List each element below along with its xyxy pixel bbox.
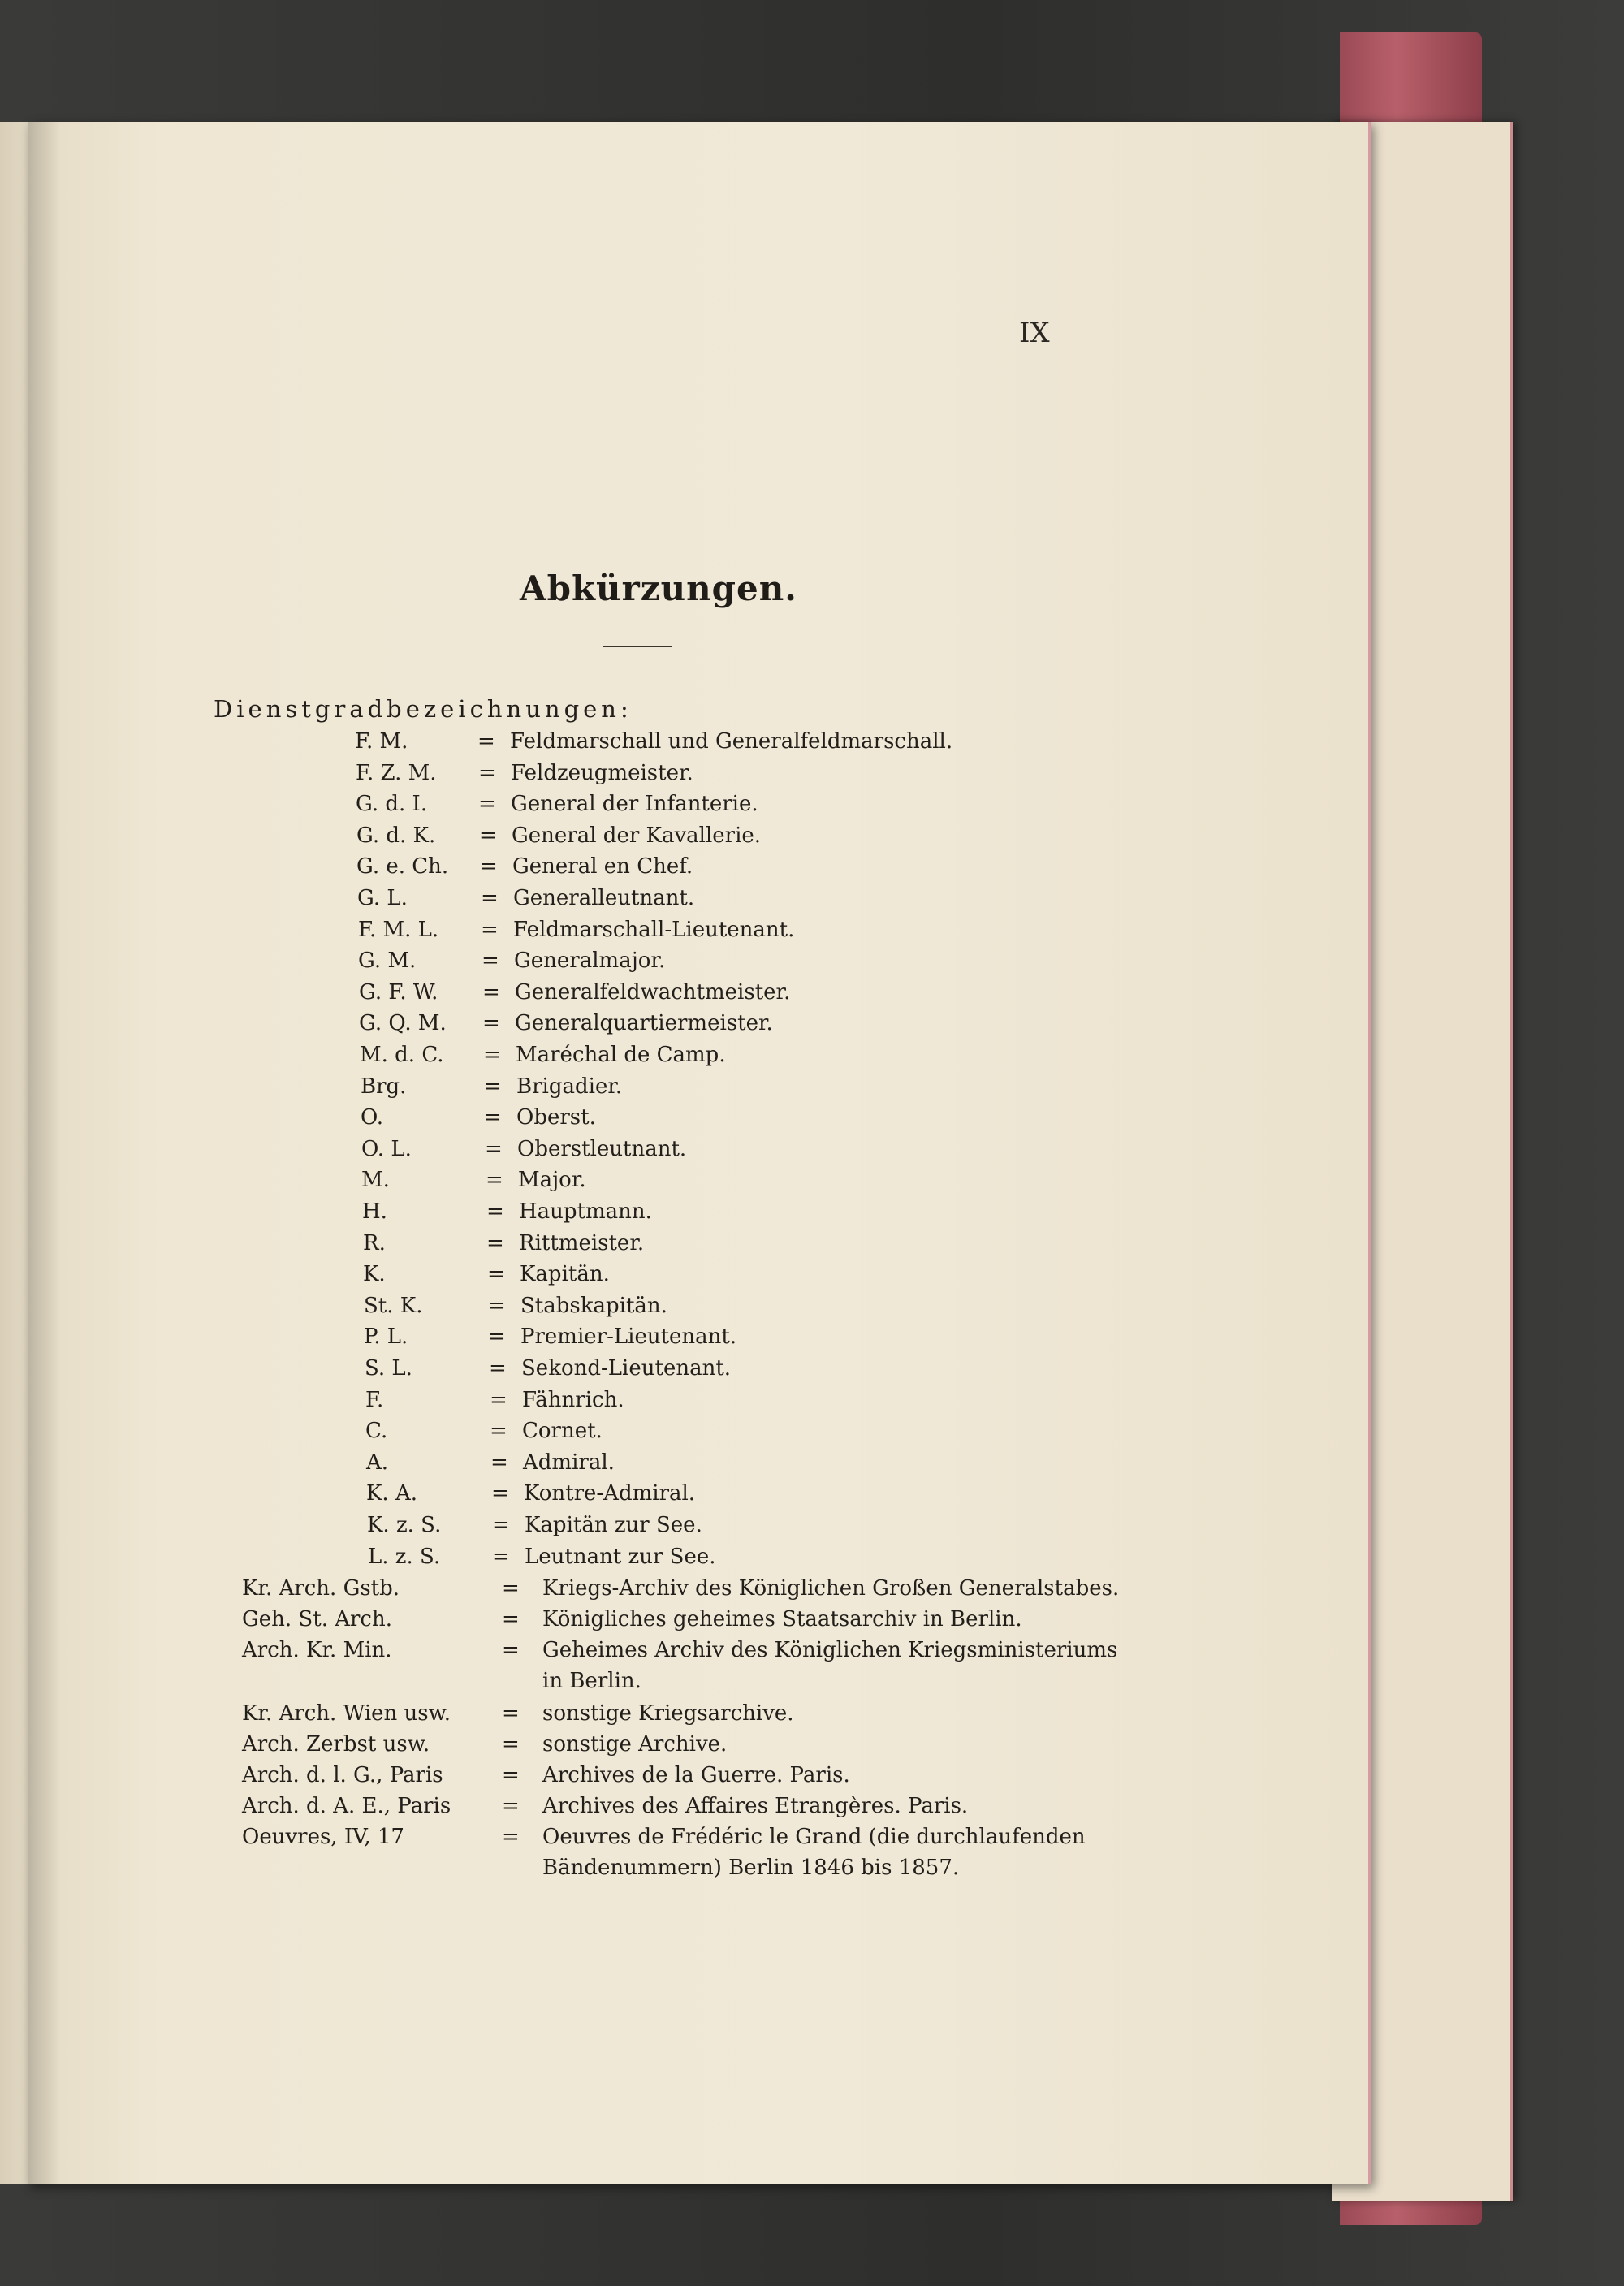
rank-meaning: Stabskapitän. <box>520 1293 667 1318</box>
rank-meaning: General en Chef. <box>512 854 693 879</box>
rank-abbreviation: H. <box>362 1199 387 1224</box>
equals-sign: = <box>478 792 496 817</box>
rank-meaning: Maréchal de Camp. <box>516 1043 726 1067</box>
rank-abbreviation: M. d. C. <box>360 1043 444 1067</box>
rank-meaning: Oberstleutnant. <box>517 1136 687 1161</box>
rank-abbreviation: F. <box>365 1387 384 1412</box>
rank-meaning: Feldzeugmeister. <box>511 760 693 785</box>
rank-abbreviation: F. M. <box>355 729 408 754</box>
equals-sign: = <box>484 1105 502 1130</box>
equals-sign: = <box>480 854 498 879</box>
equals-sign: = <box>502 1794 520 1818</box>
rank-meaning: Admiral. <box>523 1450 615 1475</box>
equals-sign: = <box>502 1763 520 1787</box>
rank-abbreviation: A. <box>366 1450 389 1475</box>
rank-abbreviation: L. z. S. <box>368 1544 441 1569</box>
equals-sign: = <box>502 1825 520 1849</box>
equals-sign: = <box>487 1262 505 1287</box>
rank-meaning: Kapitän zur See. <box>525 1513 702 1537</box>
archive-meaning: Königliches geheimes Staatsarchiv in Berlin. <box>542 1607 1022 1631</box>
archive-abbreviation: Kr. Arch. Wien usw. <box>242 1701 451 1726</box>
rank-meaning: Feldmarschall und Generalfeldmarschall. <box>510 729 953 754</box>
equals-sign: = <box>489 1356 507 1381</box>
rank-meaning: Leutnant zur See. <box>525 1544 716 1569</box>
rank-abbreviation: G. d. K. <box>356 823 436 848</box>
equals-sign: = <box>479 823 497 848</box>
archive-meaning-continued: in Berlin. <box>542 1669 641 1693</box>
rank-abbreviation: O. <box>361 1105 384 1130</box>
equals-sign: = <box>492 1513 510 1537</box>
rank-abbreviation: S. L. <box>365 1356 412 1381</box>
archive-abbreviation: Kr. Arch. Gstb. <box>242 1576 400 1601</box>
equals-sign: = <box>491 1481 509 1506</box>
archive-abbreviation: Arch. d. A. E., Paris <box>242 1794 451 1818</box>
rank-meaning: Fähnrich. <box>522 1387 624 1412</box>
archive-meaning: Archives de la Guerre. Paris. <box>542 1763 850 1787</box>
rank-meaning: Generalleutnant. <box>513 886 695 910</box>
page-title: Abkürzungen. <box>520 568 797 608</box>
equals-sign: = <box>481 886 499 910</box>
rank-meaning: Oberst. <box>516 1105 596 1130</box>
rank-meaning: Premier-Lieutenant. <box>520 1324 737 1350</box>
equals-sign: = <box>486 1168 503 1193</box>
archive-meaning: Kriegs-Archiv des Königlichen Großen Generalstabes. <box>542 1576 1120 1601</box>
equals-sign: = <box>502 1638 520 1662</box>
title-rule <box>603 646 672 647</box>
archive-abbreviation: Geh. St. Arch. <box>242 1607 392 1631</box>
archive-meaning: Oeuvres de Frédéric le Grand (die durchlaufenden <box>542 1825 1086 1849</box>
equals-sign: = <box>502 1607 520 1631</box>
rank-meaning: General der Kavallerie. <box>512 823 762 848</box>
rank-meaning: Hauptmann. <box>519 1199 652 1224</box>
equals-sign: = <box>477 729 495 754</box>
equals-sign: = <box>502 1576 520 1601</box>
rank-meaning: Generalfeldwachtmeister. <box>515 979 791 1005</box>
archive-meaning: Geheimes Archiv des Königlichen Kriegsministeriums <box>542 1638 1118 1662</box>
rank-meaning: Rittmeister. <box>519 1230 645 1255</box>
equals-sign: = <box>502 1701 520 1726</box>
rank-abbreviation: K. z. S. <box>367 1513 442 1537</box>
rank-abbreviation: G. M. <box>358 949 417 974</box>
rank-meaning: Brigadier. <box>516 1074 623 1099</box>
rank-abbreviation: G. d. I. <box>356 792 428 817</box>
rank-abbreviation: G. Q. M. <box>359 1011 447 1036</box>
archive-abbreviation: Arch. d. l. G., Paris <box>242 1763 443 1787</box>
equals-sign: = <box>482 949 499 974</box>
archive-meaning: Archives des Affaires Etrangères. Paris. <box>542 1794 969 1818</box>
rank-meaning: Sekond-Lieutenant. <box>521 1356 732 1381</box>
rank-meaning: Generalquartiermeister. <box>515 1011 773 1036</box>
rank-abbreviation: M. <box>361 1168 390 1193</box>
equals-sign: = <box>490 1450 508 1475</box>
archive-meaning: sonstige Archive. <box>542 1732 728 1757</box>
rank-abbreviation: Brg. <box>361 1074 407 1099</box>
equals-sign: = <box>492 1544 510 1569</box>
rank-abbreviation: F. Z. M. <box>356 760 437 785</box>
equals-sign: = <box>502 1732 520 1757</box>
rank-meaning: Feldmarschall-Lieutenant. <box>513 917 795 942</box>
rank-abbreviation: P. L. <box>364 1324 408 1350</box>
rank-meaning: Cornet. <box>522 1419 603 1444</box>
rank-abbreviation: G. L. <box>357 886 408 910</box>
equals-sign: = <box>485 1136 503 1161</box>
rank-abbreviation: G. F. W. <box>359 979 438 1005</box>
rank-abbreviation: C. <box>365 1419 388 1444</box>
equals-sign: = <box>478 760 496 785</box>
equals-sign: = <box>490 1387 508 1412</box>
archive-meaning-continued: Bändenummern) Berlin 1846 bis 1857. <box>542 1856 960 1880</box>
equals-sign: = <box>484 1074 502 1099</box>
page-number: IX <box>1019 317 1050 349</box>
rank-abbreviation: R. <box>363 1230 386 1255</box>
rank-abbreviation: O. L. <box>361 1136 412 1161</box>
rank-heading: Dienstgradbezeichnungen: <box>214 695 633 723</box>
rank-abbreviation: St. K. <box>364 1293 423 1318</box>
archive-meaning: sonstige Kriegsarchive. <box>542 1701 794 1726</box>
equals-sign: = <box>481 917 499 942</box>
rank-meaning: Major. <box>518 1168 586 1193</box>
rank-abbreviation: F. M. L. <box>358 917 439 942</box>
equals-sign: = <box>486 1199 504 1224</box>
archive-abbreviation: Arch. Zerbst usw. <box>242 1732 430 1757</box>
archive-abbreviation: Arch. Kr. Min. <box>242 1638 392 1662</box>
rank-abbreviation: G. e. Ch. <box>356 854 449 879</box>
rank-meaning: Kapitän. <box>520 1262 610 1287</box>
equals-sign: = <box>490 1419 508 1444</box>
rank-abbreviation: K. A. <box>366 1481 417 1506</box>
equals-sign: = <box>488 1324 506 1350</box>
rank-meaning: Kontre-Admiral. <box>524 1481 696 1506</box>
equals-sign: = <box>482 979 500 1005</box>
equals-sign: = <box>483 1043 501 1067</box>
equals-sign: = <box>486 1230 504 1255</box>
rank-abbreviation: K. <box>363 1262 386 1287</box>
equals-sign: = <box>482 1011 500 1036</box>
page-gutter-shadow <box>28 122 61 2184</box>
equals-sign: = <box>488 1293 506 1318</box>
rank-meaning: Generalmajor. <box>514 949 666 974</box>
archive-abbreviation: Oeuvres, IV, 17 <box>242 1825 404 1849</box>
rank-meaning: General der Infanterie. <box>511 792 758 817</box>
